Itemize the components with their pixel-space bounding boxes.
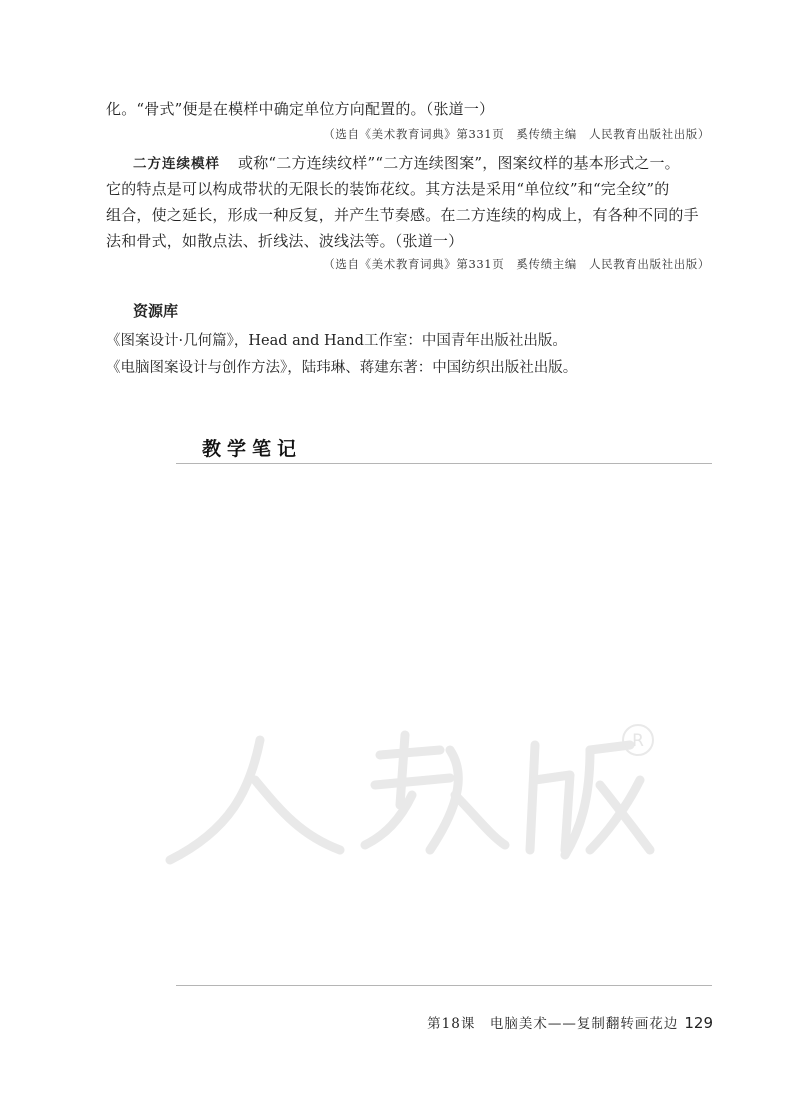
entry-1-citation: （选自《美术教育词典》第331页 奚传绩主编 人民教育出版社出版） bbox=[323, 127, 710, 141]
entry-2-line-1 bbox=[133, 152, 680, 173]
notes-top-rule bbox=[176, 463, 712, 464]
svg-text:R: R bbox=[632, 731, 644, 751]
notes-bottom-rule bbox=[176, 985, 712, 986]
page-footer bbox=[427, 1012, 713, 1032]
resource-item-2: 《电脑图案设计与创作方法》，陆玮琳、蒋建东著：中国纺织出版社出版。 bbox=[106, 360, 578, 376]
teaching-notes-title: 教学笔记 bbox=[202, 438, 303, 460]
entry-2-line-3: 组合，使之延长，形成一种反复，并产生节奏感。在二方连续的构成上，有各种不同的手 bbox=[106, 206, 699, 224]
resources-title: 资源库 bbox=[133, 302, 179, 320]
page-number: 129 bbox=[684, 1014, 713, 1032]
entry-2-first-line: 或称“二方连续纹样”“二方连续图案”，图案纹样的基本形式之一。 bbox=[238, 154, 680, 172]
entry-2-citation: （选自《美术教育词典》第331页 奚传绩主编 人民教育出版社出版） bbox=[323, 257, 710, 271]
entry-2-term: 二方连续模样 bbox=[133, 156, 220, 172]
entry-1-line-1: 化。“骨式”便是在模样中确定单位方向配置的。（张道一） bbox=[106, 100, 495, 118]
lesson-title: 第18课 电脑美术——复制翻转画花边 bbox=[427, 1016, 679, 1032]
publisher-watermark-logo bbox=[150, 710, 670, 880]
resource-item-1: 《图案设计·几何篇》，Head and Hand工作室：中国青年出版社出版。 bbox=[106, 333, 567, 349]
entry-2-line-2: 它的特点是可以构成带状的无限长的装饰花纹。其方法是采用“单位纹”和“完全纹”的 bbox=[106, 180, 670, 198]
entry-2-line-4: 法和骨式，如散点法、折线法、波线法等。（张道一） bbox=[106, 232, 464, 250]
